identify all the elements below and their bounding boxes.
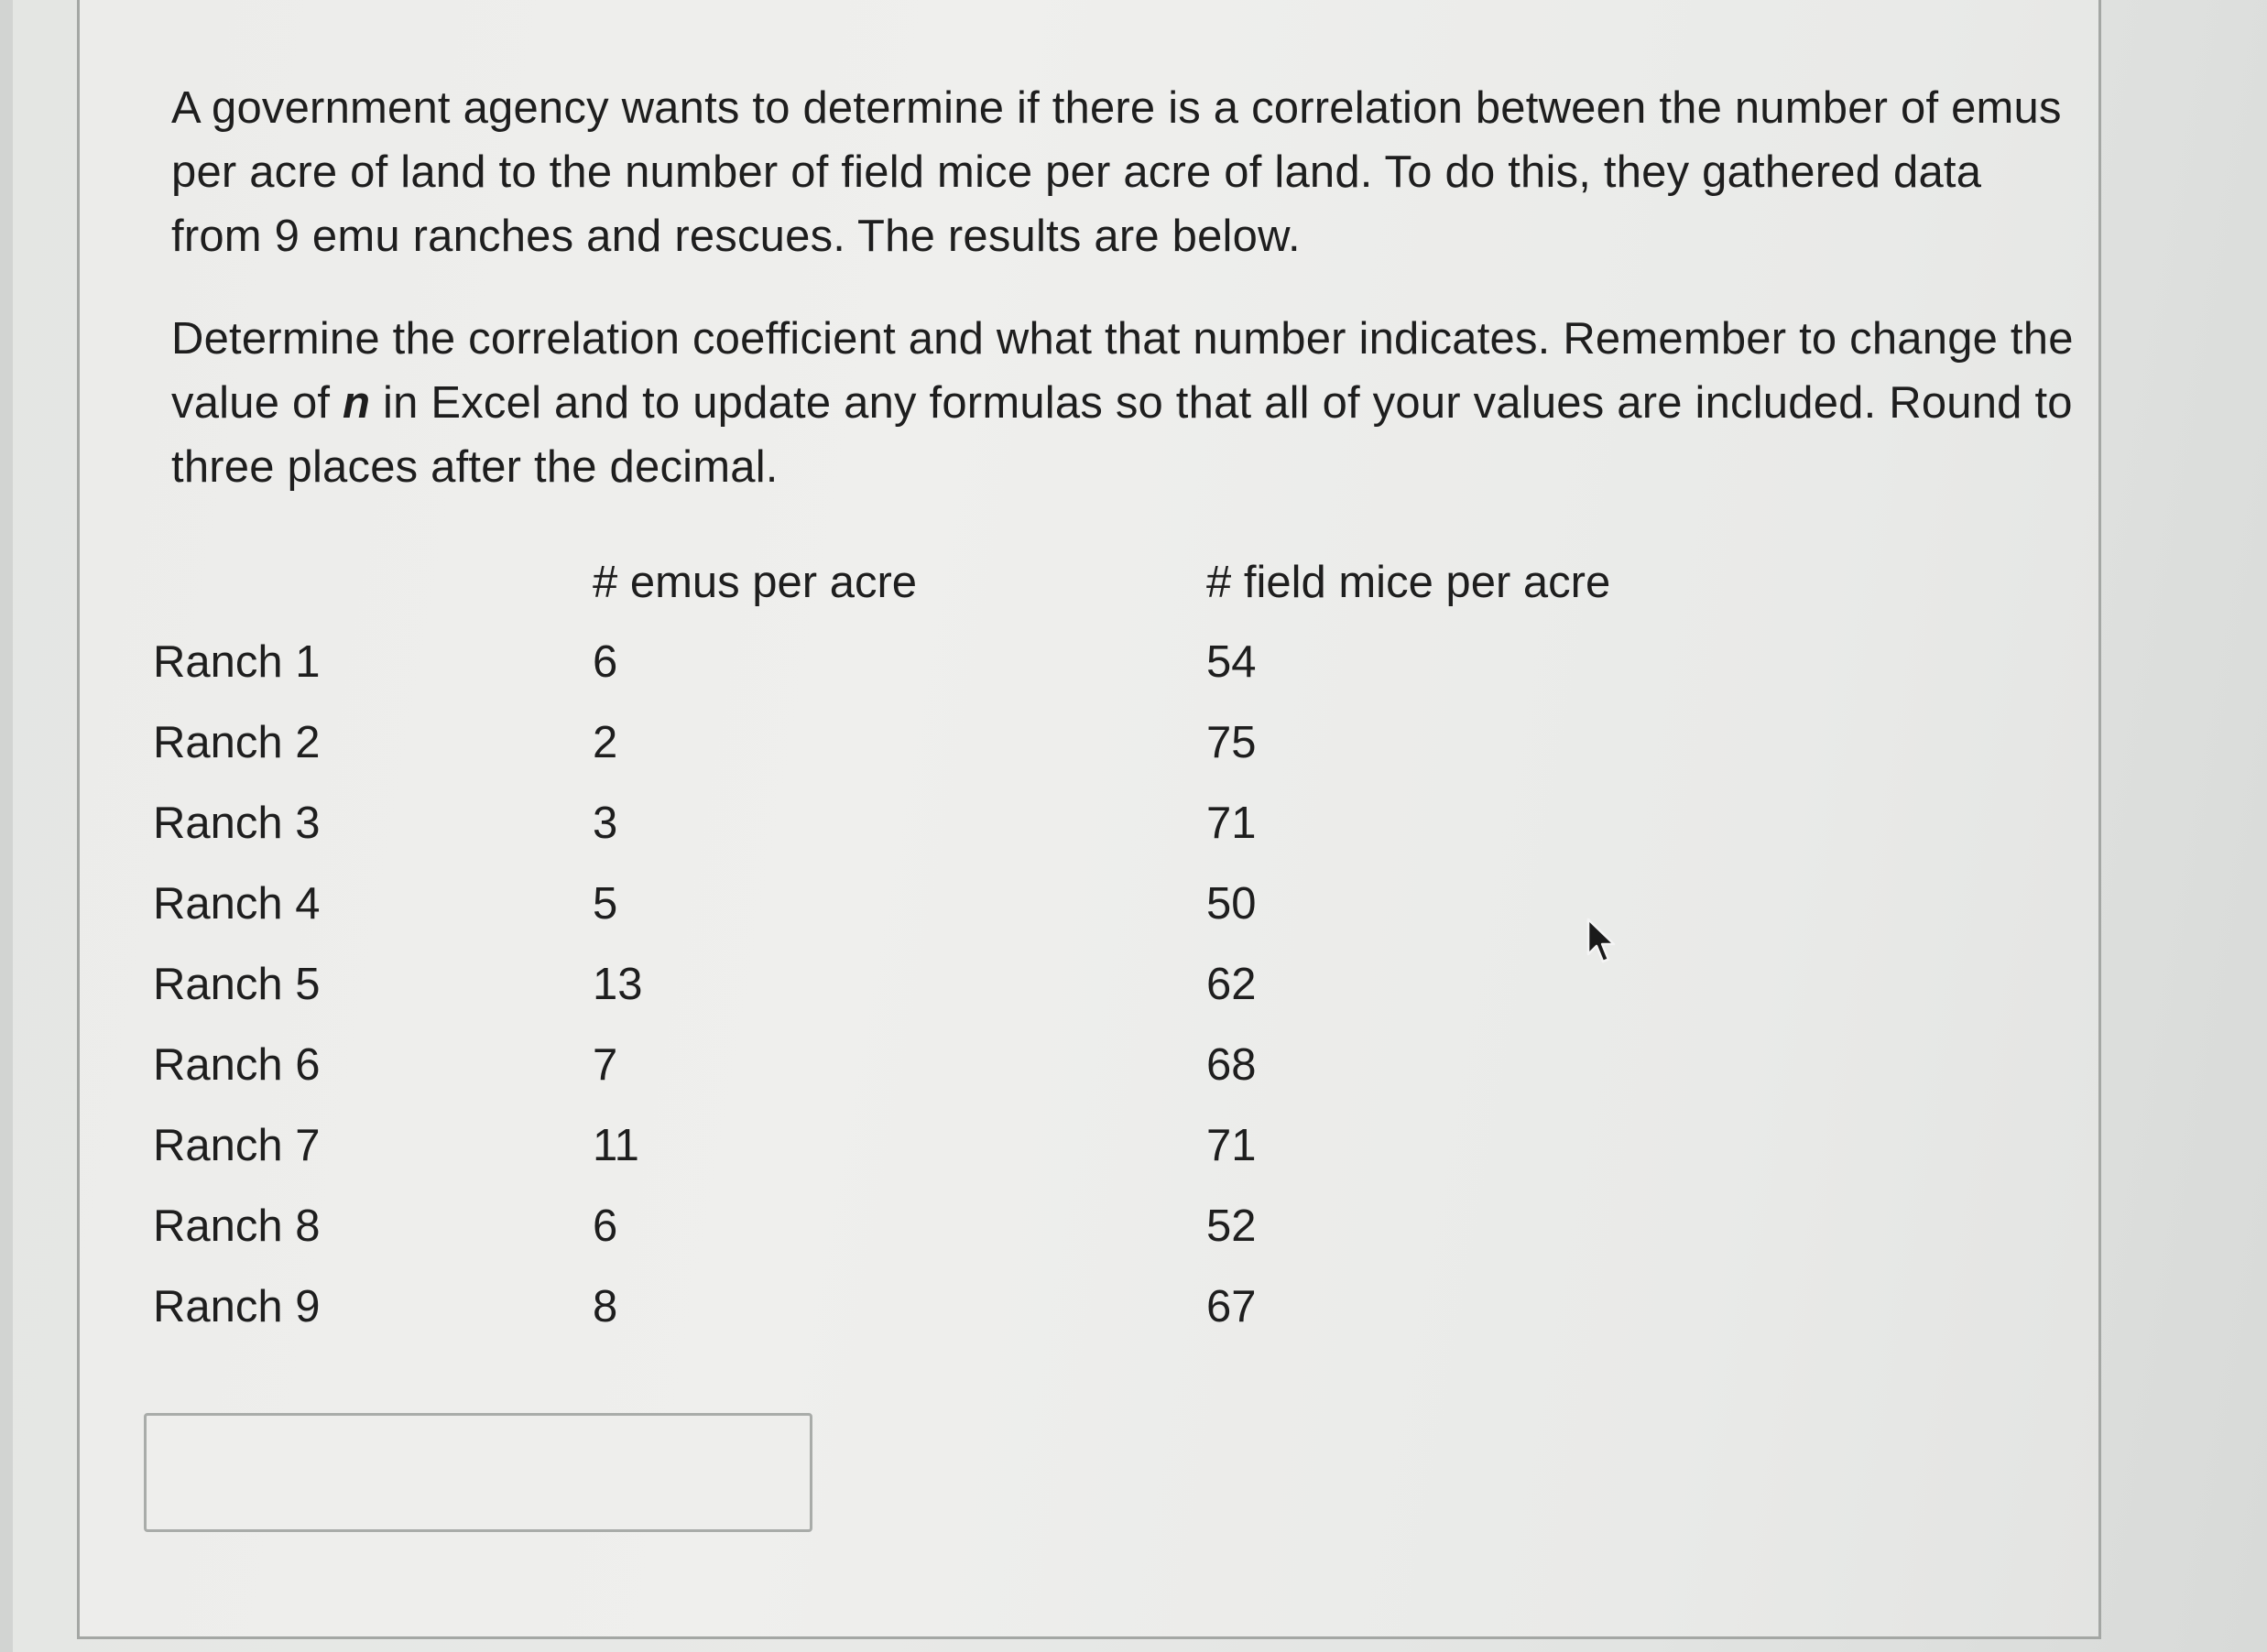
mice-cell: 71 [1206, 1121, 1257, 1170]
table-row [153, 1105, 1847, 1186]
emus-cell: 2 [593, 718, 618, 767]
answer-input-box[interactable] [144, 1413, 812, 1532]
emus-cell: 8 [593, 1282, 618, 1331]
emus-cell: 6 [593, 637, 618, 687]
emus-cell: 7 [593, 1040, 618, 1090]
header-ranch-name [153, 543, 593, 622]
ranch-name-cell: Ranch 6 [153, 1040, 321, 1090]
table-row [153, 783, 1847, 864]
emus-cell: 13 [593, 960, 643, 1009]
question-intro-text: A government agency wants to determine if there is a correlation between the number of emus per acre of land to the number of field mice per acre of land. To do this, they gathered data from 9 emu ranches and rescues. The results are below. [171, 83, 2062, 261]
ranch-name-cell: Ranch 8 [153, 1201, 321, 1251]
instructions-text-part-2: in Excel and to update any formulas so that all of your values are included. Round to three places after the decimal. [171, 378, 2073, 492]
ranch-name-cell: Ranch 9 [153, 1282, 321, 1331]
header-emus-per-acre: # emus per acre [593, 558, 918, 607]
ranch-name-cell: Ranch 7 [153, 1121, 321, 1170]
emus-cell: 11 [593, 1121, 639, 1170]
table-row [153, 702, 1847, 783]
table-row [153, 1186, 1847, 1266]
mice-cell: 52 [1206, 1201, 1257, 1251]
table-row [153, 622, 1847, 702]
mice-cell: 75 [1206, 718, 1257, 767]
header-field-mice-per-acre: # field mice per acre [1206, 558, 1611, 607]
mice-cell: 68 [1206, 1040, 1257, 1090]
emus-cell: 6 [593, 1201, 618, 1251]
ranch-name-cell: Ranch 3 [153, 799, 321, 848]
table-row [153, 1266, 1847, 1347]
mice-cell: 62 [1206, 960, 1257, 1009]
ranch-name-cell: Ranch 5 [153, 960, 321, 1009]
mice-cell: 54 [1206, 637, 1257, 687]
mouse-pointer-icon [1586, 918, 1619, 965]
mice-cell: 50 [1206, 879, 1257, 929]
ranch-name-cell: Ranch 2 [153, 718, 321, 767]
instructions-text-part-1: Determine the correlation coefficient and what that number indicates. Remember to change the value of [171, 314, 2074, 428]
ranch-name-cell: Ranch 4 [153, 879, 321, 929]
emus-cell: 5 [593, 879, 618, 929]
table-header-row [153, 543, 1847, 622]
ranch-name-cell: Ranch 1 [153, 637, 321, 687]
left-edge-strip [0, 0, 13, 1652]
variable-n: n [343, 378, 371, 428]
mice-cell: 67 [1206, 1282, 1257, 1331]
question-panel [77, 0, 2101, 1639]
question-instructions-text [171, 307, 2076, 499]
emus-cell: 3 [593, 799, 618, 848]
mice-cell: 71 [1206, 799, 1257, 848]
table-row [153, 1025, 1847, 1105]
